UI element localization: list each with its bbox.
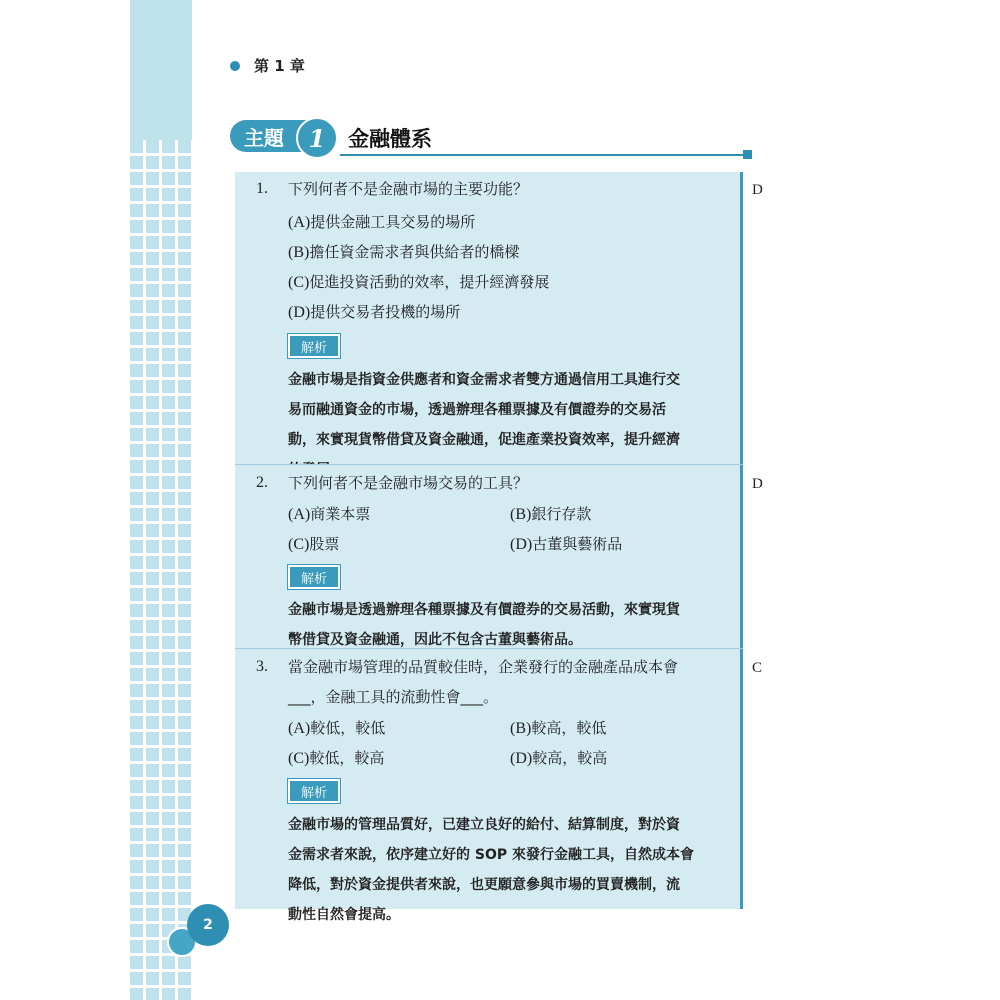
- option: (C)促進投資活動的效率，提升經濟發展: [288, 273, 550, 291]
- question-stem: 下列何者不是金融市場的主要功能？: [288, 180, 529, 198]
- answer-key: D: [752, 476, 763, 492]
- option: (D)提供交易者投機的場所: [288, 303, 461, 321]
- topic-underline-cap: [743, 150, 752, 159]
- answer-key: D: [752, 182, 763, 198]
- question-stem: 當金融市場管理的品質較佳時，企業發行的金融產品成本會 ___，金融工具的流動性會___。: [288, 658, 679, 706]
- topic-pill: 主題: [230, 120, 325, 152]
- option: (B)較高，較低: [510, 719, 607, 737]
- option: (C)較低，較高: [288, 749, 385, 767]
- question-stem: 下列何者不是金融市場交易的工具？: [288, 474, 529, 492]
- question-number: 1.: [256, 180, 268, 197]
- option: (C)股票: [288, 535, 340, 553]
- option: (B)擔任資金需求者與供給者的橋樑: [288, 243, 520, 261]
- decorative-side-strip: [130, 0, 192, 1000]
- explanation-badge: 解析: [288, 334, 340, 358]
- decorative-grid-pattern: [130, 140, 192, 1000]
- topic-number: 1: [296, 117, 338, 159]
- page-number: 2: [187, 904, 229, 946]
- option: (D)較高，較高: [510, 749, 608, 767]
- option: (A)較低，較低: [288, 719, 386, 737]
- option: (D)古董與藝術品: [510, 535, 623, 553]
- explanation-badge: 解析: [288, 565, 340, 589]
- option: (B)銀行存款: [510, 505, 592, 523]
- explanation-badge: 解析: [288, 779, 340, 803]
- chapter-label: 第 1 章: [254, 57, 305, 75]
- question-number: 3.: [256, 658, 268, 675]
- chapter-header: [230, 55, 305, 76]
- explanation-text: 金融市場的管理品質好，已建立良好的給付、結算制度，對於資 金需求者來說，依序建立好的 SOP 來發行金融工具，自然成本會 降低，對於資金提供者來說，也更願意參與市場的買賣機制，流 動性自然會提高。: [288, 817, 694, 923]
- bullet-dot-icon: [230, 61, 240, 71]
- topic-title: 金融體系: [348, 127, 432, 151]
- answer-key: C: [752, 660, 763, 676]
- option: (A)提供金融工具交易的場所: [288, 213, 476, 231]
- option: (A)商業本票: [288, 505, 371, 523]
- question-number: 2.: [256, 474, 268, 491]
- explanation-text: 金融市場是指資金供應者和資金需求者雙方通過信用工具進行交 易而融通資金的市場，透過辦理各種票據及有價證券的交易活 動，來實現貨幣借貸及資金融通，促進產業投資效率，提升經濟: [288, 372, 680, 448]
- explanation-text: 金融市場是透過辦理各種票據及有價證券的交易活動，來實現貨 幣借貸及資金融通，因此不包含古董與藝術品。: [288, 602, 680, 648]
- topic-underline: [340, 154, 750, 156]
